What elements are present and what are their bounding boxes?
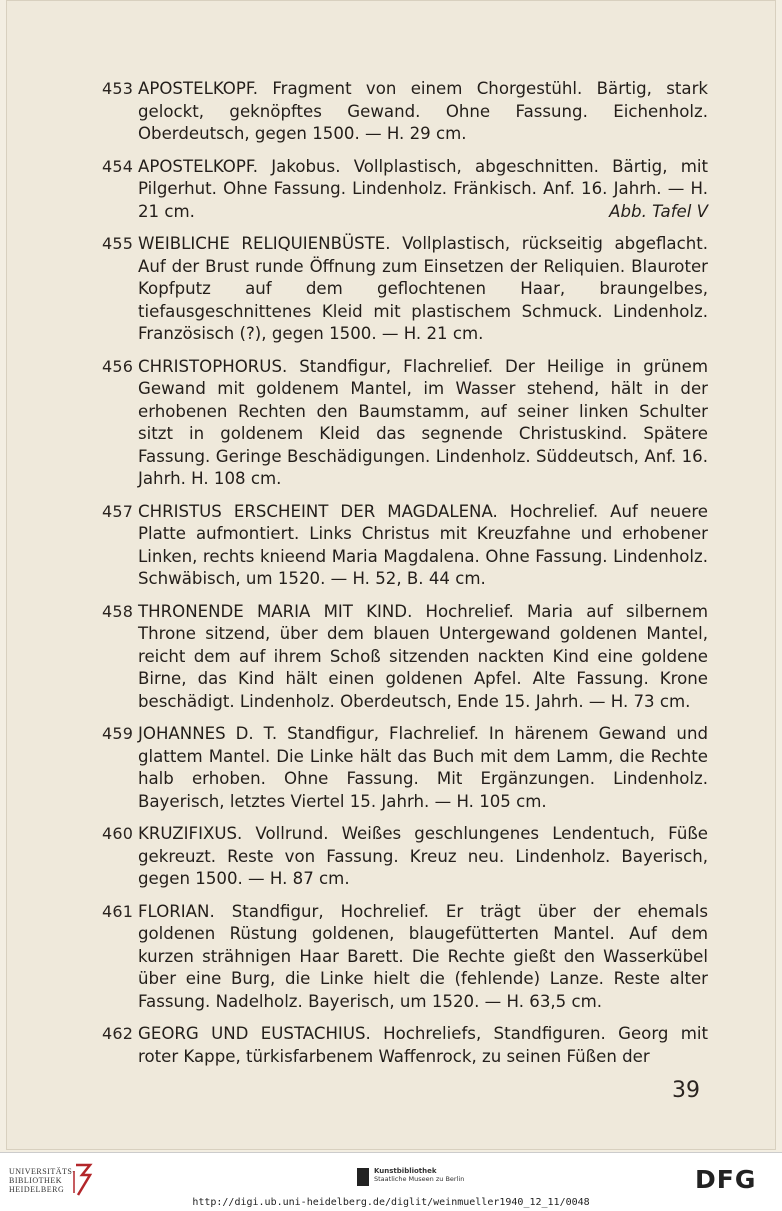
entry-number: 458 [102,601,134,621]
entry-number: 456 [102,356,134,376]
permalink-url[interactable]: http://digi.ub.uni-heidelberg.de/diglit/weinmueller1940_12_11/0048 [192,1197,590,1208]
catalog-entry [6,823,776,891]
catalog-page [6,0,776,1150]
entry-number: 462 [102,1024,134,1043]
entry-number: 459 [102,724,134,743]
entry-description: THRONENDE MARIA MIT KIND. Hochrelief. Maria auf silbernem Throne sitzend, über dem blauen Untergewand goldenen Mantel, reicht dem auf ihrem Schoß sitzenden nackten Kind eine goldene Birne, das Kind hält einen goldenen Apfel. Alte Fassung. Krone beschädigt. Lindenholz. Oberdeutsch, Ende 15. Jahrh. — H. 73 cm. [138,601,708,711]
entry-description: GEORG UND EUSTACHIUS. Hochreliefs, Standfiguren. Georg mit roter Kappe, türkisfarbenem Waffenrock, zu seinen Füßen der [138,1024,708,1066]
entry-description: CHRISTOPHORUS. Standfigur, Flachrelief. Der Heilige in grünem Gewand mit goldenem Mantel, im Wasser stehend, hält in der erhobenen Rechten den Baumstamm, auf seiner linken Schulter sitzt in goldenem Kleid das segnende Christuskind. Spätere Fassung. Geringe Beschädigungen. Lindenholz. Süddeutsch, Anf. 16. Jahrh. H. 108 cm. [138,356,708,488]
catalog-entry [6,501,776,591]
plate-reference: Abb. Tafel V [609,201,708,221]
page-number: 39 [672,1078,700,1103]
entry-number: 460 [102,824,134,843]
entry-number: 454 [102,156,134,176]
footer-bar [0,1152,782,1211]
entry-description: JOHANNES D. T. Standfigur, Flachrelief. In härenem Gewand und glattem Mantel. Die Linke hält das Buch mit dem Lamm, die Rechte halb erhoben. Ohne Fassung. Mit Ergänzungen. Lindenholz. Bayerisch, letztes Viertel 15. Jahrh. — H. 105 cm. [138,724,708,811]
entry-number: 453 [102,79,134,98]
entry-description: KRUZIFIXUS. Vollrund. Weißes geschlungenes Lendentuch, Füße gekreuzt. Reste von Fassung. Kreuz neu. Lindenholz. Bayerisch, gegen 1500. — H. 87 cm. [138,824,708,888]
catalog-entry [6,156,776,224]
entry-number: 461 [102,901,134,921]
catalog-entry [6,233,776,346]
entry-description: FLORIAN. Standfigur, Hochrelief. Er trägt über der ehemals goldenen Rüstung goldenen, blaugefütterten Mantel. Auf dem kurzen strähnigen Haar Barett. Die Rechte gießt den Wasserkübel über eine Burg, die Linke hielt die (fehlende) Lanze. Reste alter Fassung. Nadelholz. Bayerisch, um 1520. — H. 63,5 cm. [138,901,708,1011]
catalog-entry [6,356,776,491]
catalog-entry [6,901,776,1014]
kunstbibliothek-label: Kunstbibliothek Staatliche Museen zu Berlin [374,1167,465,1183]
entry-description: APOSTELKOPF. Jakobus. Vollplastisch, abgeschnitten. Bärtig, mit Pilgerhut. Ohne Fassung. Lindenholz. Fränkisch. Anf. 16. Jahrh. — H. 21 cm. Abb. Tafel V [138,156,708,224]
university-library-label: UNIVERSITÄTS- BIBLIOTHEK HEIDELBERG [9,1167,76,1194]
catalog-entry [6,78,776,146]
entry-number: 457 [102,501,134,521]
entry-list [6,78,776,1078]
entry-number: 455 [102,234,134,253]
dfg-logo: DFG [695,1165,757,1194]
catalog-entry [6,601,776,714]
entry-description: CHRISTUS ERSCHEINT DER MAGDALENA. Hochrelief. Auf neuere Platte aufmontiert. Links Christus mit Kreuzfahne und erhobener Linken, rechts knieend Maria Magdalena. Ohne Fassung. Lindenholz. Schwäbisch, um 1520. — H. 52, B. 44 cm. [138,501,708,588]
catalog-entry [6,723,776,813]
university-logo-icon [72,1163,94,1197]
entry-description: APOSTELKOPF. Fragment von einem Chorgestühl. Bärtig, stark gelockt, geknöpftes Gewand. Ohne Fassung. Eichenholz. Oberdeutsch, gegen 1500. — H. 29 cm. [138,79,708,143]
entry-description: WEIBLICHE RELIQUIENBÜSTE. Vollplastisch, rückseitig abgeflacht. Auf der Brust runde Öffnung zum Einsetzen der Reliquien. Blauroter Kopfputz auf dem geflochtenen Haar, braungelbes, tiefausgeschnittenes Kleid mit plastischem Schmuck. Lindenholz. Französisch (?), gegen 1500. — H. 21 cm. [138,234,708,343]
catalog-entry [6,1023,776,1068]
kunstbibliothek-logo-icon [357,1168,369,1186]
